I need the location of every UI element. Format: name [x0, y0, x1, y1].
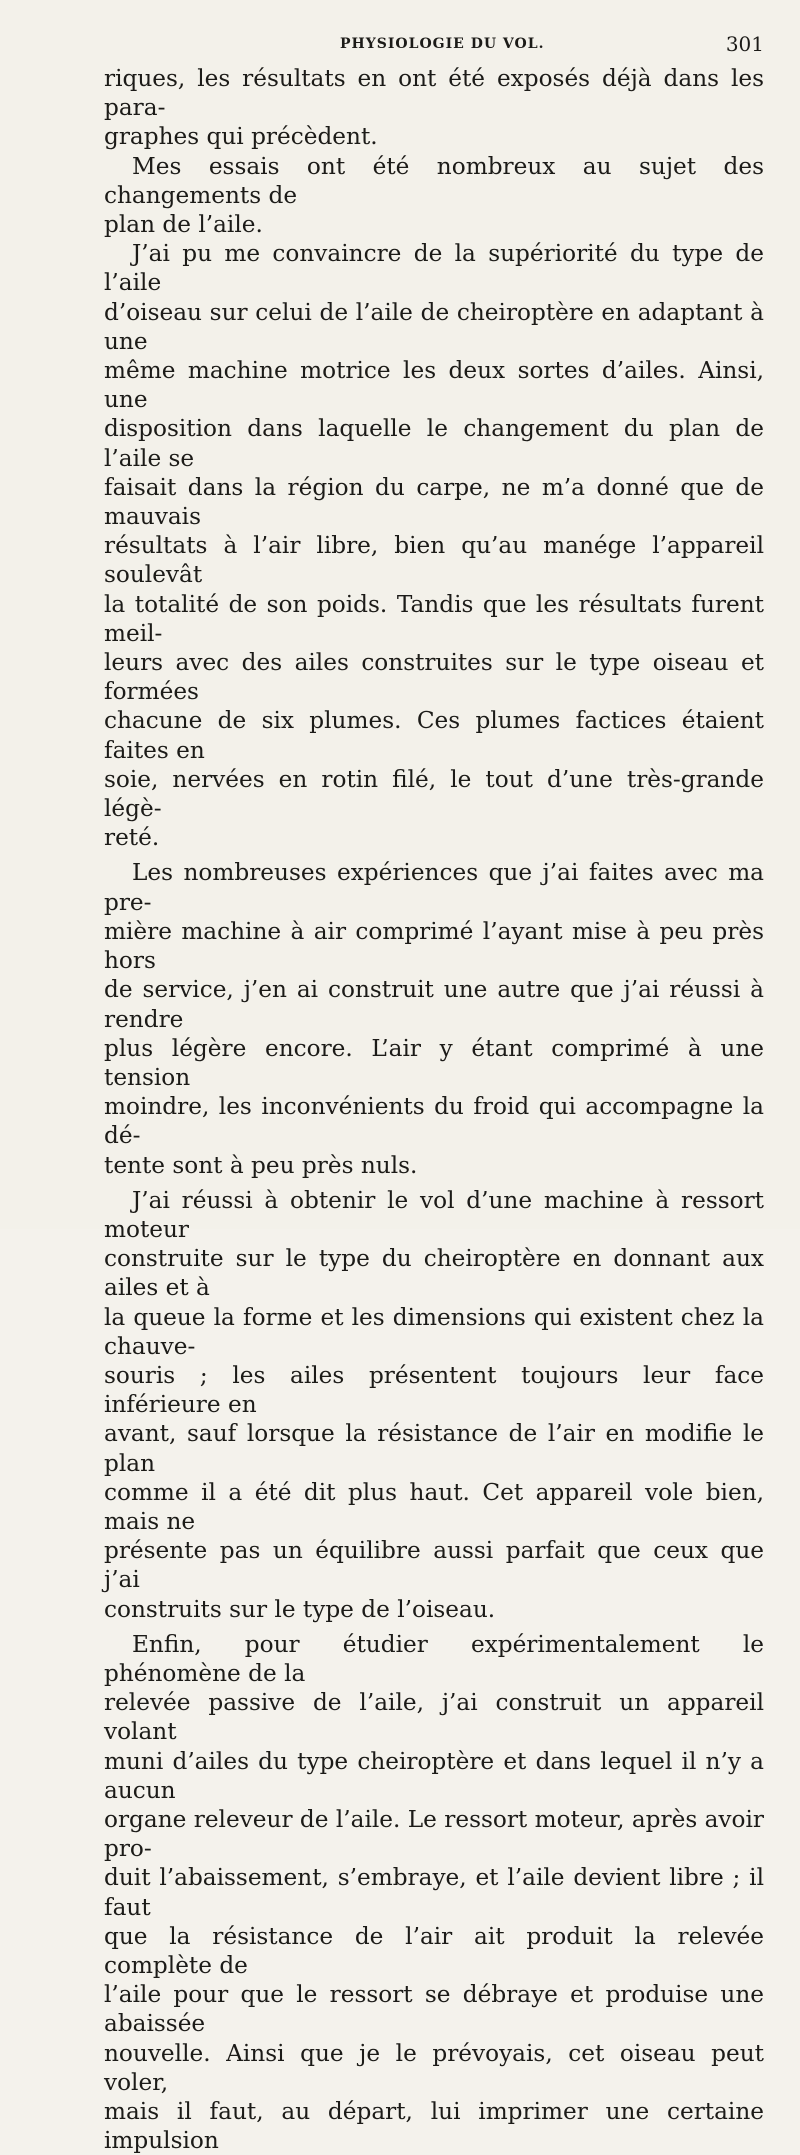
- paragraph-experiences: Les nombreuses expériences que j’ai faites avec ma pre- mière machine à air comprimé l’ayant mise à peu près hors de service, j’en ai construit une autre que j’ai réussi à rendre plus légère encore. L’air y étant comprimé à une tension moindre, les inconvénients du froid qui accompagne la dé- tente sont à peu près nuls.: [104, 859, 764, 1179]
- paragraph-continuation: riques, les résultats en ont été exposés déjà dans les para- graphes qui précèdent.: [104, 65, 764, 151]
- running-title: PHYSIOLOGIE DU VOL.: [340, 36, 545, 52]
- page-header: [104, 26, 766, 56]
- page-number: 301: [725, 32, 764, 56]
- paragraph-relevee: Enfin, pour étudier expérimentalement le phénomène de la relevée passive de l’aile, j’ai construit un appareil volant muni d’ailes du type cheiroptère et dans lequel il n’y a aucun organe releveur de l’aile. Le ressort moteur, après avoir pro- duit l’abaissement, s’embraye, et l’aile devient libre ; il faut que la résistance de l’air ait produit la relevée complète de l’aile pour que le ressort se débraye et produise une abaissée nouvelle. Ainsi que je le prévoyais, cet oiseau peut voler, mais il faut, au départ, lui imprimer une certaine impulsion: [104, 1630, 764, 2155]
- paragraph-superiorite: J’ai pu me convaincre de la supériorité du type de l’aile d’oiseau sur celui de l’aile de cheiroptère en adaptant à une même machine motrice les deux sortes d’ailes. Ainsi, une disposition dans laquelle le changement du plan de l’aile se faisait dans la région du carpe, ne m’a donné que de mauvais résultats à l’air libre, bien qu’au manége l’appareil soulevât la totalité de son poids. Tandis que les résultats furent meil- leurs avec des ailes construites sur le type oiseau et formées chacune de six plumes. Ces plumes factices étaient faites en soie, nervées en rotin filé, le tout d’une très-grande légè- reté.: [104, 240, 764, 852]
- body-text: [104, 64, 764, 2155]
- paragraph-essais: Mes essais ont été nombreux au sujet des changements de plan de l’aile.: [104, 152, 764, 239]
- paragraph-cheiroptere: J’ai réussi à obtenir le vol d’une machine à ressort moteur construite sur le type du cheiroptère en donnant aux ailes et à la queue la forme et les dimensions qui existent chez la chauve- souris ; les ailes présentent toujours leur face inférieure en avant, sauf lorsque la résistance de l’air en modifie le plan comme il a été dit plus haut. Cet appareil vole bien, mais ne présente pas un équilibre aussi parfait que ceux que j’ai construits sur le type de l’oiseau.: [104, 1186, 764, 1623]
